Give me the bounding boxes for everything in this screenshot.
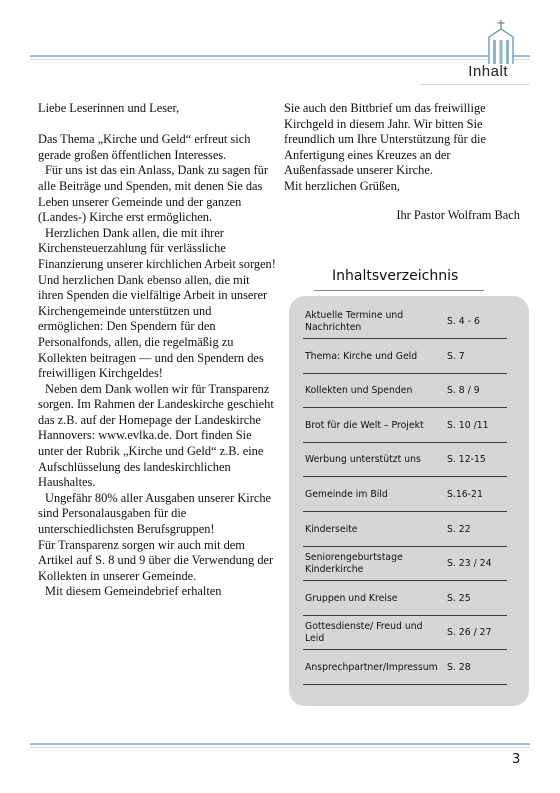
toc-entry	[303, 513, 507, 547]
letter-paragraph: Für Transparenz sorgen wir auch mit dem Artikel auf S. 8 und 9 über die Verwendung der Kollekten in unserer Gemeinde.	[38, 537, 274, 583]
church-tower-icon	[487, 20, 515, 64]
section-title: Inhalt	[468, 63, 508, 80]
toc-entry	[303, 443, 507, 477]
toc-entry	[303, 616, 507, 650]
letter-column-right	[284, 101, 520, 223]
toc-entry-title: Thema: Kirche und Geld	[305, 350, 418, 362]
toc-entry-title: Ansprechpartner/Impressum	[305, 662, 438, 673]
toc-entry	[303, 582, 507, 616]
toc-entry-title: Kinderseite	[305, 523, 358, 535]
toc-entry	[303, 305, 507, 339]
toc-entry-title: Brot für die Welt – Projekt	[305, 419, 424, 431]
toc-entry-page: S. 22	[447, 523, 471, 535]
letter-paragraph: Herzlichen Dank allen, die mit ihrer Kirchensteuerzahlung für verlässliche Finanzierung unserer kirchlichen Arbeit sorgen! Und herzlichen Dank ebenso allen, die mit ihren Spenden die vielfältige Arbeit in unserer Kirchengemeinde unterstützen und ermöglichen: Den Spendern für den Personalfonds, allen, die regelmäßig zu Kollekten beitragen — und den Spendern des freiwilligen Kirchgeldes!	[38, 225, 276, 381]
letter-paragraph: Liebe Leserinnen und Leser,	[38, 101, 180, 115]
toc-entry-page: S. 12-15	[447, 454, 486, 466]
header-rule	[30, 55, 530, 57]
toc-entry-page: S. 26 / 27	[447, 627, 492, 639]
footer-rule	[30, 743, 530, 745]
toc-entry-page: S. 28	[447, 662, 471, 673]
letter-paragraph: Für uns ist das ein Anlass, Dank zu sagen für alle Beiträge und Spenden, mit denen Sie das Leben unserer Gemeinde und der ganzen (Landes-) Kirche erst ermöglichen.	[38, 163, 269, 225]
letter-paragraph: Das Thema „Kirche und Geld“ erfreut sich gerade großen öffentlichen Interesses.	[38, 132, 251, 162]
toc-entry-page: S. 7	[447, 350, 465, 362]
toc-entry	[303, 409, 507, 443]
toc-entry-title: Seniorengeburtstage Kinderkirche	[305, 552, 403, 576]
toc-entry-page: S. 4 - 6	[447, 316, 480, 327]
toc-title: Inhaltsverzeichnis	[332, 268, 459, 284]
toc-entry	[303, 340, 507, 374]
toc-title-rule	[314, 290, 484, 291]
letter-paragraph: Mit diesem Gemeindebrief erhalten	[45, 584, 222, 599]
footer-rule-thin	[30, 747, 530, 748]
toc-entry	[303, 651, 507, 685]
toc-entry-page: S. 25	[447, 592, 471, 604]
toc-entry	[303, 374, 507, 408]
letter-paragraph: Neben dem Dank wollen wir für Transparenz sorgen. Im Rahmen der Landeskirche geschieht das z.B. auf der Homepage der Landeskirche Hannovers: www.evlka.de. Dort finden Sie unter der Rubrik „Kirche und Geld“ z.B. eine Aufschlüsselung des landeskirchlichen Haushaltes.	[38, 381, 274, 490]
toc-entry-title: Gottesdienste/ Freud und Leid	[305, 621, 423, 645]
toc-entry-title: Aktuelle Termine und Nachrichten	[305, 310, 404, 333]
toc-entry-title: Kollekten und Spenden	[305, 385, 413, 397]
letter-paragraph: Ungefähr 80% aller Ausgaben unserer Kirche sind Personalausgaben für die unterschiedlichsten Berufsgruppen!	[38, 490, 272, 537]
toc-entry-page: S. 8 / 9	[447, 385, 480, 397]
section-title-underline	[420, 84, 530, 85]
toc-entry-page: S.16-21	[447, 489, 483, 500]
paragraph-gap	[38, 117, 276, 133]
toc-entry-title: Gemeinde im Bild	[305, 489, 388, 500]
page-number: 3	[512, 752, 521, 767]
header-rule-thin	[30, 59, 530, 60]
letter-paragraph: Mit herzlichen Grüßen,	[284, 178, 400, 193]
toc-entry-title: Werbung unterstützt uns	[305, 454, 421, 466]
toc-entry-title: Gruppen und Kreise	[305, 592, 398, 604]
toc-entry	[303, 547, 507, 581]
toc-entry	[303, 478, 507, 512]
toc-entry-page: S. 10 /11	[447, 419, 489, 431]
signature: Ihr Pastor Wolfram Bach	[396, 207, 520, 222]
letter-column-left	[38, 101, 276, 600]
toc-entry-page: S. 23 / 24	[447, 558, 492, 570]
letter-paragraph: Sie auch den Bittbrief um das freiwillige Kirchgeld in diesem Jahr. Wir bitten Sie freundlich um Ihre Unterstützung für die Anfertigung eines Kreuzes an der Außenfassade unserer Kirche.	[284, 101, 486, 178]
